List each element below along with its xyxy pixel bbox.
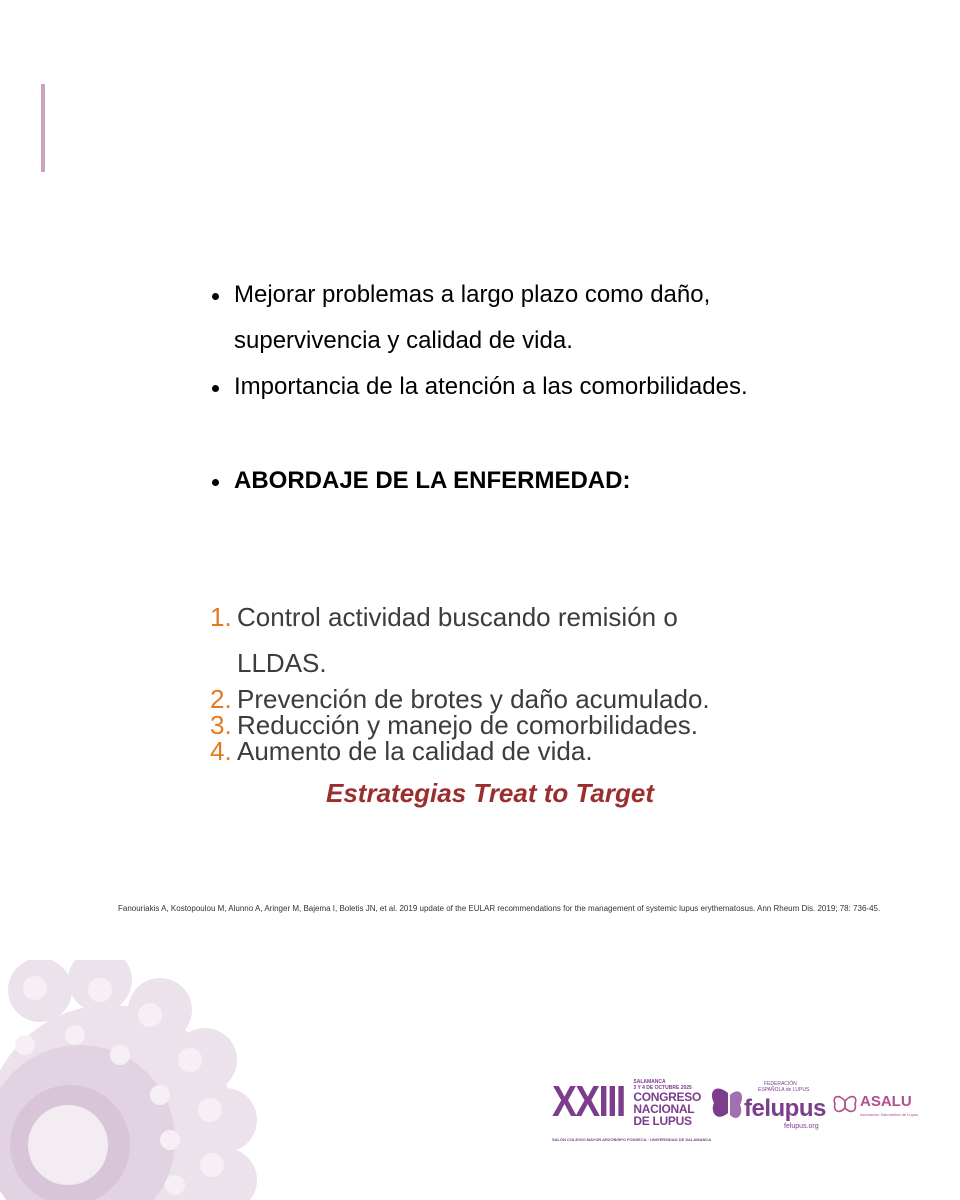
item-number: 2. <box>210 684 232 714</box>
section-heading: ABORDAJE DE LA ENFERMEDAD: <box>210 458 910 504</box>
bullet-item: Importancia de la atención a las comorbilidades. <box>210 364 910 410</box>
felupus-logo <box>708 1081 826 1131</box>
numbered-item <box>210 738 910 764</box>
decorative-flower <box>0 960 260 1200</box>
bullet-item: Mejorar problemas a largo plazo como daño, supervivencia y calidad de vida. <box>210 272 770 364</box>
congreso-logo <box>552 1077 712 1142</box>
congreso-roman-numeral: XXIII <box>552 1077 625 1126</box>
congreso-dates: 3 Y 4 DE OCTUBRE 2025 <box>633 1085 692 1091</box>
item-number: 4. <box>210 736 232 766</box>
asalu-subtitle: Asociación Salmantina de Lupus <box>860 1112 919 1117</box>
numbered-item <box>210 712 910 738</box>
felupus-name: felupus <box>744 1095 826 1122</box>
congreso-line2: NACIONAL <box>633 1102 695 1116</box>
numbered-item <box>210 686 910 712</box>
bullet-list <box>210 272 910 504</box>
congreso-line1: CONGRESO <box>633 1090 701 1104</box>
felupus-top1: FEDERACIÓN <box>764 1081 797 1087</box>
sponsor-logos <box>552 1075 922 1145</box>
numbered-list <box>210 594 910 764</box>
strategy-title: Estrategias Treat to Target <box>326 778 654 808</box>
item-number: 1. <box>210 602 232 632</box>
item-number: 3. <box>210 710 232 740</box>
felupus-top2: ESPAÑOLA de LUPUS <box>758 1087 810 1093</box>
butterfly-icon <box>832 1093 858 1117</box>
citation: Fanouriakis A, Kostopoulou M, Alunno A, Aringer M, Bajema I, Boletis JN, et al. 2019 update of the EULAR recommendations for the management of systemic lupus erythematosus. Ann Rheum Dis. 2019; 78: 736-45. <box>118 904 881 913</box>
butterfly-icon <box>708 1083 748 1129</box>
numbered-item <box>210 594 910 686</box>
accent-bar <box>41 84 45 172</box>
item-text: Control actividad buscando remisión o LLDAS. <box>237 602 678 678</box>
felupus-url: felupus.org <box>784 1123 819 1130</box>
asalu-logo <box>832 1091 922 1121</box>
item-text: Prevención de brotes y daño acumulado. <box>237 684 710 714</box>
congreso-venue: SALÓN COLEGIO MAYOR ARZOBISPO FONSECA · UNIVERSIDAD DE SALAMANCA <box>552 1137 712 1142</box>
asalu-name: ASALU <box>860 1093 912 1110</box>
congreso-place: SALAMANCA <box>633 1079 666 1085</box>
item-text: Reducción y manejo de comorbilidades. <box>237 710 699 740</box>
item-text: Aumento de la calidad de vida. <box>237 736 593 766</box>
congreso-line3: DE LUPUS <box>633 1114 692 1128</box>
